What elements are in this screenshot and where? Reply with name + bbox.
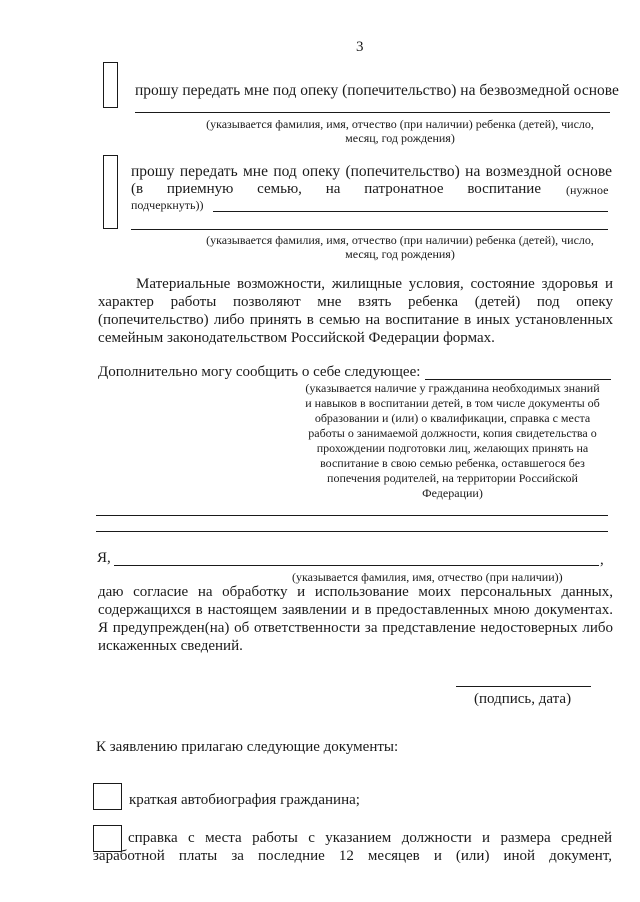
option2-checkbox[interactable] xyxy=(103,155,118,229)
signature-line[interactable] xyxy=(456,686,591,687)
option2-note: (нужное xyxy=(566,183,609,197)
additional-line2[interactable] xyxy=(96,531,608,532)
option1-checkbox[interactable] xyxy=(103,62,118,108)
additional-hint-line: (указывается наличие у гражданина необходимых знаний xyxy=(305,381,600,395)
consent-line2: содержащихся в настоящем заявлении и в предоставленных мною документах. xyxy=(98,602,613,618)
consent-comma: , xyxy=(600,552,604,568)
consent-line1: даю согласие на обработку и использование моих персональных данных, xyxy=(98,584,613,600)
option1-hint-line2: месяц, год рождения) xyxy=(345,131,455,145)
option1-hint-line1: (указывается фамилия, имя, отчество (при наличии) ребенка (детей), число, xyxy=(206,117,594,131)
paragraph-line4: семейным законодательством Российской Федерации формах. xyxy=(98,330,495,346)
additional-hint-line: попечения родителей, на территории Российской xyxy=(327,471,578,485)
signature-label: (подпись, дата) xyxy=(474,691,572,707)
additional-hint-line: прохождении подготовки лиц, желающих принять на xyxy=(316,441,589,455)
paragraph-line2: характер работы позволяют мне взять ребенка (детей) под опеку xyxy=(98,294,613,310)
paragraph-line1: Материальные возможности, жилищные условия, состояние здоровья и xyxy=(136,276,613,292)
attachment1-text: краткая автобиография гражданина; xyxy=(129,792,360,808)
option2-line2: (в приемную семью, на патронатное воспитание xyxy=(131,181,541,197)
page-number: 3 xyxy=(356,39,364,55)
additional-hint-line: работы о занимаемой должности, копия свидетельства о xyxy=(308,426,597,440)
option2-line3: подчеркнуть)) xyxy=(131,198,204,212)
option2-hint-line1: (указывается фамилия, имя, отчество (при наличии) ребенка (детей), число, xyxy=(206,233,594,247)
option1-text: прошу передать мне под опеку (попечительство) на безвозмедной основе xyxy=(135,82,619,99)
additional-hint-line: Федерации) xyxy=(422,486,483,500)
additional-hint-line: и навыков в воспитании детей, в том числе документы об xyxy=(305,396,600,410)
option1-input-line[interactable] xyxy=(135,112,610,113)
additional-hint-line: образовании и (или) о квалификации, справка с места xyxy=(314,411,591,425)
attachment1-checkbox[interactable] xyxy=(93,783,122,810)
consent-hint: (указывается фамилия, имя, отчество (при наличии)) xyxy=(292,570,563,584)
option2-input-line1[interactable] xyxy=(213,211,608,212)
option2-input-line2[interactable] xyxy=(131,229,608,230)
additional-input-line[interactable] xyxy=(425,379,611,380)
additional-hint xyxy=(290,381,615,501)
attachments-heading: К заявлению прилагаю следующие документы: xyxy=(96,739,399,755)
option2-line1: прошу передать мне под опеку (попечительство) на возмездной основе xyxy=(131,163,612,180)
consent-prefix: Я, xyxy=(97,550,111,566)
paragraph-line3: (попечительство) либо принять в семью на воспитание в иных установленных xyxy=(98,312,613,328)
additional-hint-line: воспитание в свою семью ребенка, оставшегося без xyxy=(320,456,585,470)
additional-line1[interactable] xyxy=(96,515,608,516)
consent-line4: искаженных сведений. xyxy=(98,638,243,654)
option2-hint-line2: месяц, год рождения) xyxy=(345,247,455,261)
attachment2-line1: справка с места работы с указанием должности и размера средней xyxy=(128,830,612,846)
consent-line3: Я предупрежден(на) об ответственности за представление недостоверных либо xyxy=(98,620,613,636)
consent-name-line[interactable] xyxy=(114,565,599,566)
additional-label: Дополнительно могу сообщить о себе следующее: xyxy=(98,364,421,380)
attachment2-line2: заработной платы за последние 12 месяцев и (или) иной документ, xyxy=(93,848,612,864)
